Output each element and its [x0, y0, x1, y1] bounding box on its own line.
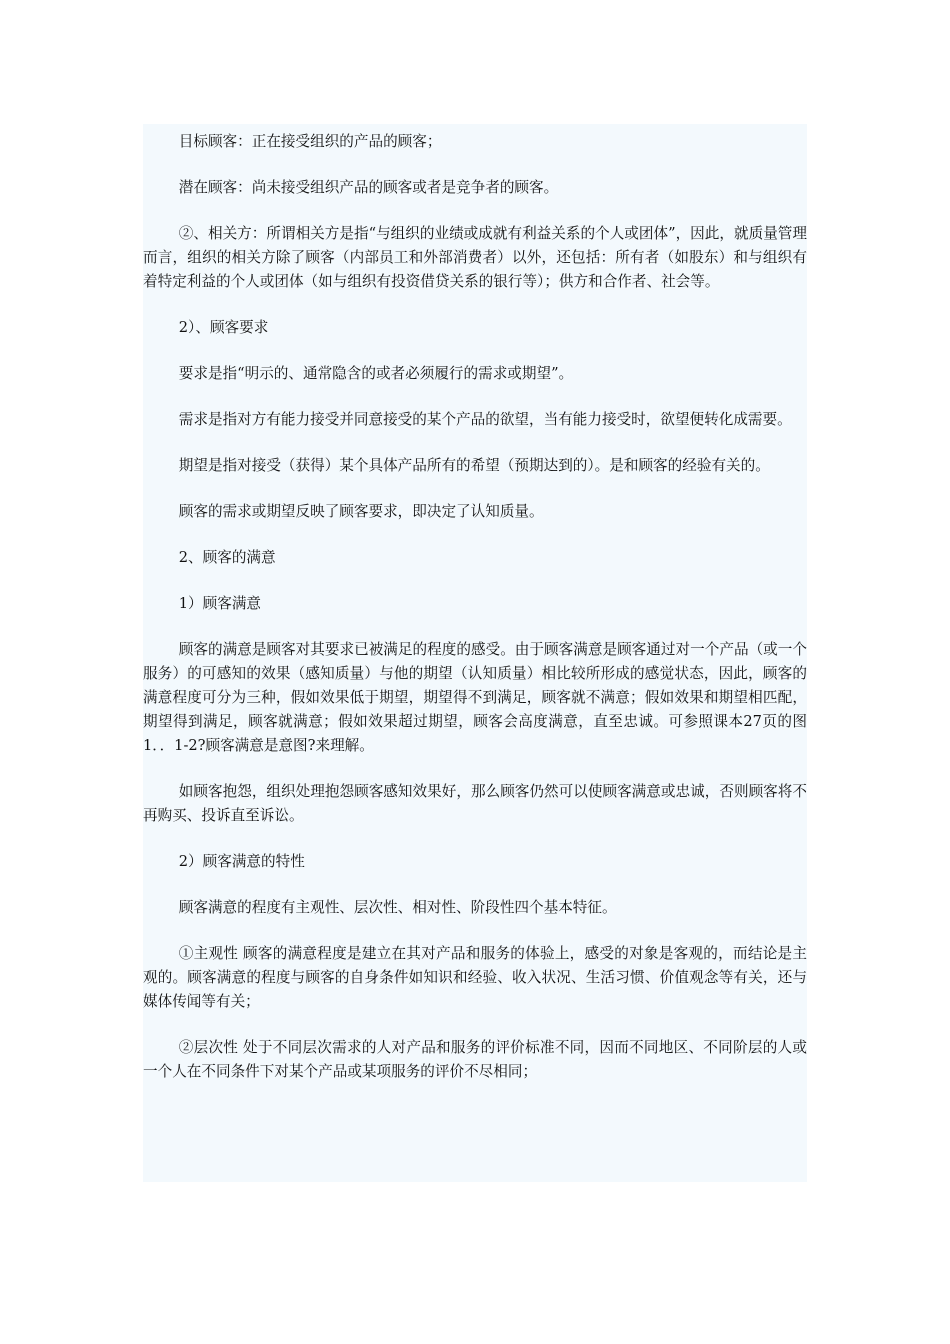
paragraph-potential-customer: 潜在顾客：尚未接受组织产品的顾客或者是竞争者的顾客。 — [178, 179, 559, 196]
paragraph-target-customer: 目标顾客：正在接受组织的产品的顾客； — [178, 133, 442, 150]
heading-customer-requirements: 2）、顾客要求 — [178, 319, 269, 336]
subheading-satisfaction-characteristics: 2）顾客满意的特性 — [178, 853, 305, 870]
paragraph-hierarchy: ②层次性 处于不同层次需求的人对产品和服务的评价标准不同，因而不同地区、不同阶层的人或一个人在不同条件下对某个产品或某项服务的评价不尽相同； — [143, 1039, 807, 1080]
paragraph-subjectivity: ①主观性 顾客的满意程度是建立在其对产品和服务的体验上，感受的对象是客观的，而结论是主观的。顾客满意的程度与顾客的自身条件如知识和经验、收入状况、生活习惯、价值观念等有关，还与媒体传闻等有关； — [143, 945, 807, 1010]
paragraph-requirement-definition: 要求是指“明示的、通常隐含的或者必须履行的需求或期望”。 — [178, 365, 574, 382]
paragraph-expectation-definition: 期望是指对接受（获得）某个具体产品所有的希望（预期达到的）。是和顾客的经验有关的。 — [178, 457, 770, 474]
paragraph-stakeholders: ②、相关方：所谓相关方是指“与组织的业绩或成就有利益关系的个人或团体”，因此，就质量管理而言，组织的相关方除了顾客（内部员工和外部消费者）以外，还包括：所有者（如股东）和与组织有着特定利益的个人或团体（如与组织有投资借贷关系的银行等）；供方和合作者、社会等。 — [143, 225, 807, 290]
paragraph-complaint-handling: 如顾客抱怨，组织处理抱怨顾客感知效果好，那么顾客仍然可以使顾客满意或忠诚，否则顾客将不再购买、投诉直至诉讼。 — [143, 783, 807, 824]
subheading-customer-satisfaction: 1）顾客满意 — [178, 595, 262, 612]
document-body — [143, 124, 807, 1182]
paragraph-need-definition: 需求是指对方有能力接受并同意接受的某个产品的欲望，当有能力接受时，欲望便转化成需要。 — [178, 411, 792, 428]
heading-customer-satisfaction: 2、顾客的满意 — [178, 549, 276, 566]
paragraph-satisfaction-definition: 顾客的满意是顾客对其要求已被满足的程度的感受。由于顾客满意是顾客通过对一个产品（或一个服务）的可感知的效果（感知质量）与他的期望（认知质量）相比较所形成的感觉状态，因此，顾客的满意程度可分为三种，假如效果低于期望，期望得不到满足，顾客就不满意；假如效果和期望相匹配，期望得到满足，顾客就满意；假如效果超过期望，顾客会高度满意，直至忠诚。可参照课本27页的图1．．1-2?顾客满意是意图?来理解。 — [143, 641, 807, 754]
paragraph-perceived-quality: 顾客的需求或期望反映了顾客要求，即决定了认知质量。 — [178, 503, 544, 520]
paragraph-four-characteristics: 顾客满意的程度有主观性、层次性、相对性、阶段性四个基本特征。 — [178, 899, 617, 916]
